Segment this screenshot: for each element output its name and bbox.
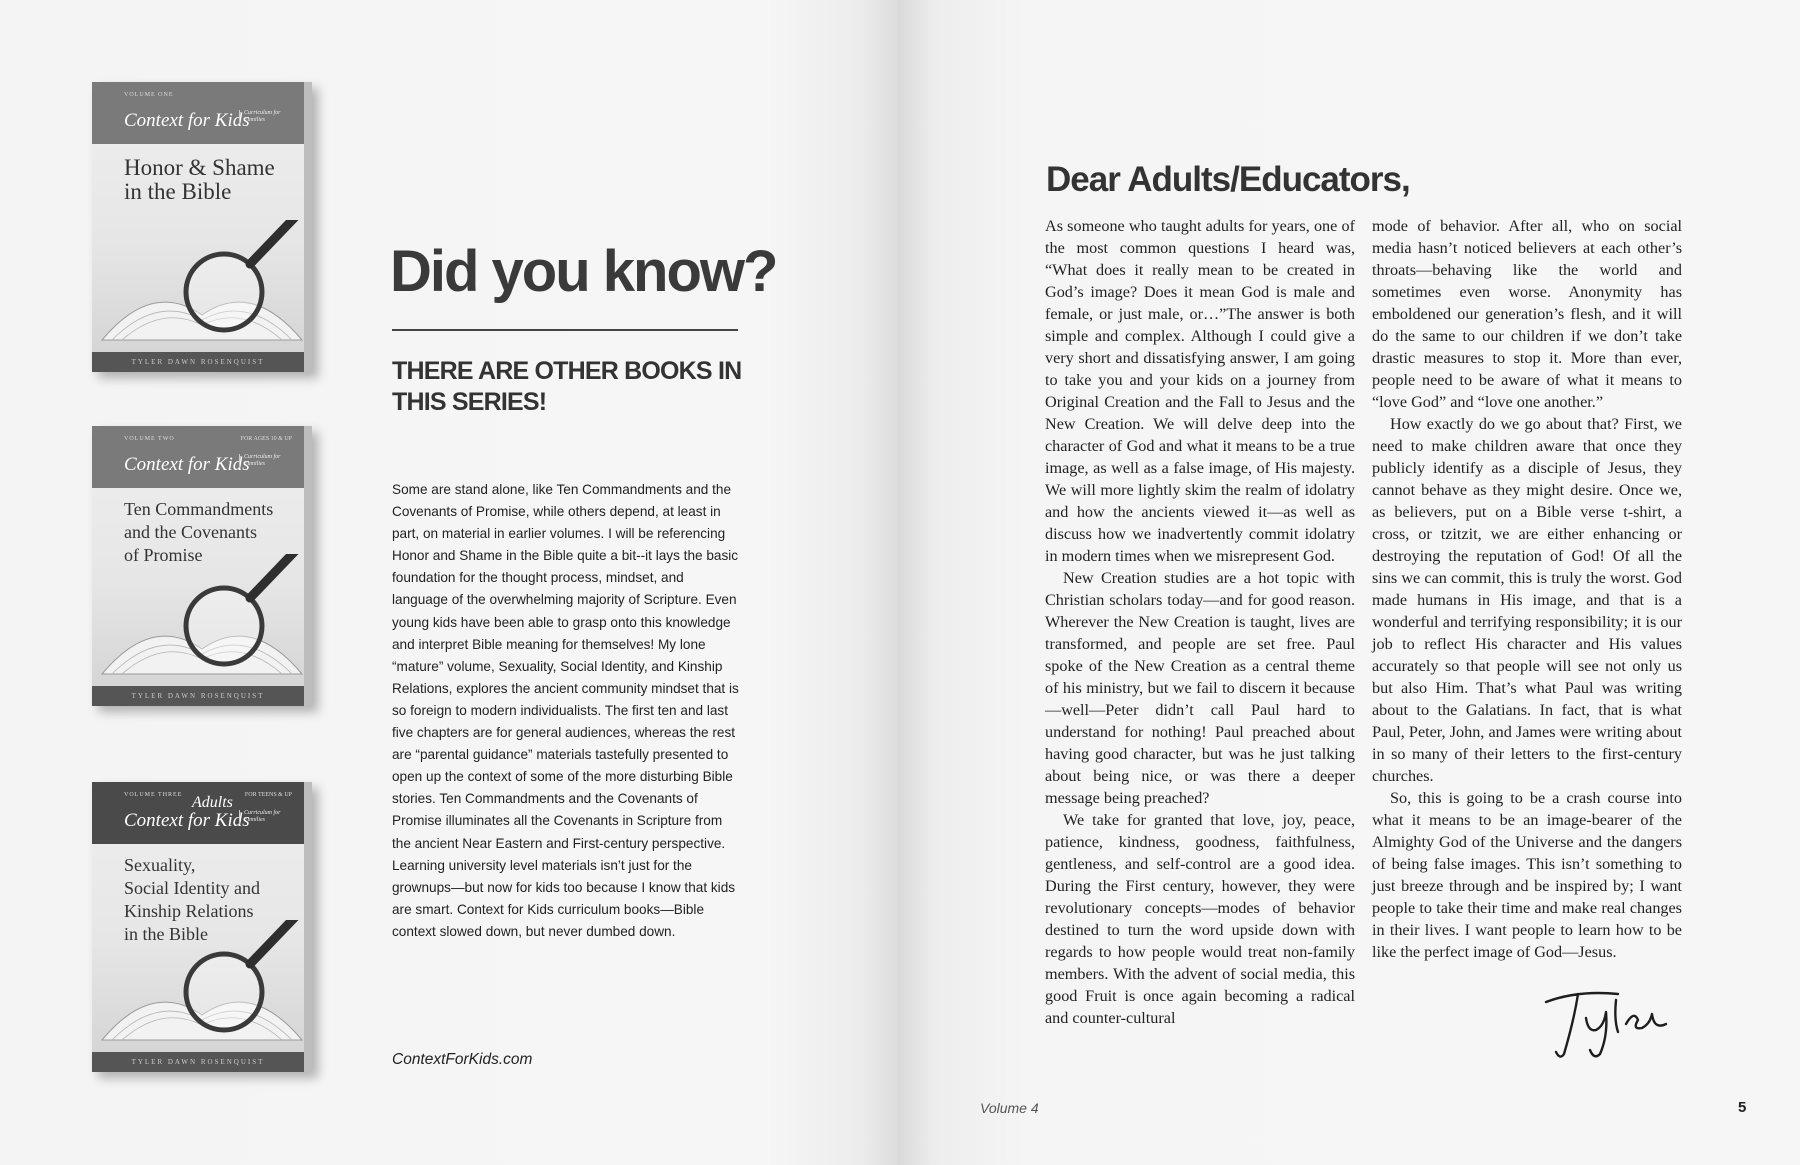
- magnifier-book-illustration: [92, 554, 312, 684]
- book-author: TYLER DAWN ROSENQUIST: [92, 686, 304, 706]
- book-title: Ten Commandments and the Covenants of Promise: [124, 499, 274, 565]
- book-title: Sexuality, Social Identity and Kinship Relations in the Bible: [124, 855, 260, 944]
- series-subheading: THERE ARE OTHER BOOKS IN THIS SERIES!: [392, 357, 742, 416]
- book-cover-honor-shame: [92, 82, 312, 372]
- book-series-sub: Curriculum for Families: [239, 454, 284, 468]
- book-cover-sexuality-identity: [92, 782, 312, 1072]
- page-number: 5: [1738, 1099, 1747, 1116]
- letter-paragraph: As someone who taught adults for years, one of the most common questions I heard was, “What does it really mean to be created in God’s image? Does it mean God is male and female, or just male, or…”The answer is both simple and complex. Although I could give a very short and dissatisfying answer, I am going to take you and your kids on a journey from Original Creation and the Fall to Jesus and the New Creation. We will delve deep into the character of God and what it means to be a true image, as well as a false image, of His majesty. We will more lightly skim the realm of idolatry and how the ancients viewed it—as well as discuss how we inadvertently commit idolatry in modern times when we misrepresent God.: [1045, 217, 1355, 565]
- book-title: Honor & Shame in the Bible: [124, 155, 275, 204]
- letter-paragraph: New Creation studies are a hot topic with Christian scholars today—and for good reason. Wherever the New Creation is taught, lives are transformed, and people are set free. Paul spoke of the New Creation as a central theme of his ministry, but we fail to discern it because—well—Peter didn’t call Paul hard to understand for nothing! Paul preached about having good character, but was he just talking about being nice, or was there a deeper message being preached?: [1045, 569, 1355, 807]
- letter-heading: Dear Adults/Educators,: [1046, 160, 1410, 199]
- book-series-sub: Curriculum for Families: [239, 110, 284, 124]
- book-overlay-label: Adults: [192, 794, 233, 811]
- book-age-label: FOR AGES 10 & UP: [240, 436, 292, 442]
- letter-paragraph: We take for granted that love, joy, peace, patience, kindness, goodness, faithfulness, gentleness, and self-control are a good idea. During the First century, however, they were revolutionary concepts—modes of behavior destined to turn the word upside down with regards to how people would treat non-family members. With the advent of social media, this good Fruit is once again becoming a radical and counter-cultural: [1045, 811, 1355, 1027]
- magnifier-book-illustration: [92, 220, 312, 350]
- book-series-name: Context for Kids: [124, 454, 250, 475]
- letter-column-2: [1372, 215, 1682, 963]
- book-volume-label: VOLUME THREE: [124, 792, 183, 798]
- series-description: Some are stand alone, like Ten Commandments and the Covenants of Promise, while others depend, at least in part, on material in earlier volumes. I will be referencing Honor and Shame in the Bible quite a bit--it lays the basic foundation for the thought process, mindset, and language of the overwhelming majority of Scripture. Even young kids have been able to grasp onto this knowledge and interpret Bible meaning for themselves! My lone “mature” volume, Sexuality, Social Identity, and Kinship Relations, explores the ancient community mindset that is so foreign to modern individualists. The first ten and last five chapters are for general audiences, whereas the rest are “parental guidance” materials tastefully presented to open up the context of some of the more disturbing Bible stories. Ten Commandments and the Covenants of Promise illuminates all the Covenants in Scripture from the ancient Near Eastern and First-century perspective. Learning university level materials isn’t just for the grownups—but now for kids too because I know that kids are smart. Context for Kids curriculum books—Bible context slowed down, but never dumbed down.: [392, 482, 739, 939]
- book-author: TYLER DAWN ROSENQUIST: [92, 352, 304, 372]
- book-series-name: Context for Kids: [124, 810, 250, 831]
- footer-volume: Volume 4: [980, 1100, 1039, 1116]
- book-series-name: Context for Kids: [124, 110, 250, 131]
- did-you-know-heading: Did you know?: [390, 239, 777, 304]
- letter-paragraph: mode of behavior. After all, who on social media hasn’t noticed believers at each other’s throats—behaving like the world and sometimes even worse. Anonymity has emboldened our generation’s flesh, and it will do the same to our children if we don’t take drastic measures to stop it. More than ever, people need to be aware of what it means to “love God” and “love one another.”: [1372, 217, 1682, 411]
- magnifier-book-illustration: [92, 920, 312, 1050]
- website-link[interactable]: ContextForKids.com: [392, 1051, 533, 1068]
- book-series-sub: Curriculum for Families: [239, 810, 284, 824]
- signature-tyler: [1538, 980, 1688, 1060]
- letter-column-1: [1045, 215, 1355, 1029]
- book-author: TYLER DAWN ROSENQUIST: [92, 1052, 304, 1072]
- book-age-label: FOR TEENS & UP: [244, 792, 292, 798]
- letter-paragraph: So, this is going to be a crash course into what it means to be an image-bearer of the Almighty God of the Universe and the dangers of being false images. This isn’t something to just breeze through and be inspired by; I want people to take their time and make real changes in their lives. I want people to learn how to be like the perfect image of God—Jesus.: [1372, 789, 1682, 961]
- letter-paragraph: How exactly do we go about that? First, we need to make children aware that once they publicly identify as a disciple of Jesus, they cannot behave as they might desire. Once we, as believers, put on a Bible verse t-shirt, a cross, or tzitzit, we are either enhancing or destroying the reputation of God! Of all the sins we can commit, this is truly the worst. God made humans in His image, and that is a wonderful and terrifying responsibility; it is our job to reflect His character and His values accurately so that people will see not only us but also Him. That’s what Paul was writing about to the Galatians. In fact, that is what Paul, Peter, John, and James were writing about in so many of their letters to the first-century churches.: [1372, 415, 1682, 785]
- book-volume-label: VOLUME ONE: [124, 92, 174, 98]
- book-cover-ten-commandments: [92, 426, 312, 706]
- book-volume-label: VOLUME TWO: [124, 436, 175, 442]
- heading-divider: [392, 329, 738, 331]
- left-page: [0, 0, 898, 1165]
